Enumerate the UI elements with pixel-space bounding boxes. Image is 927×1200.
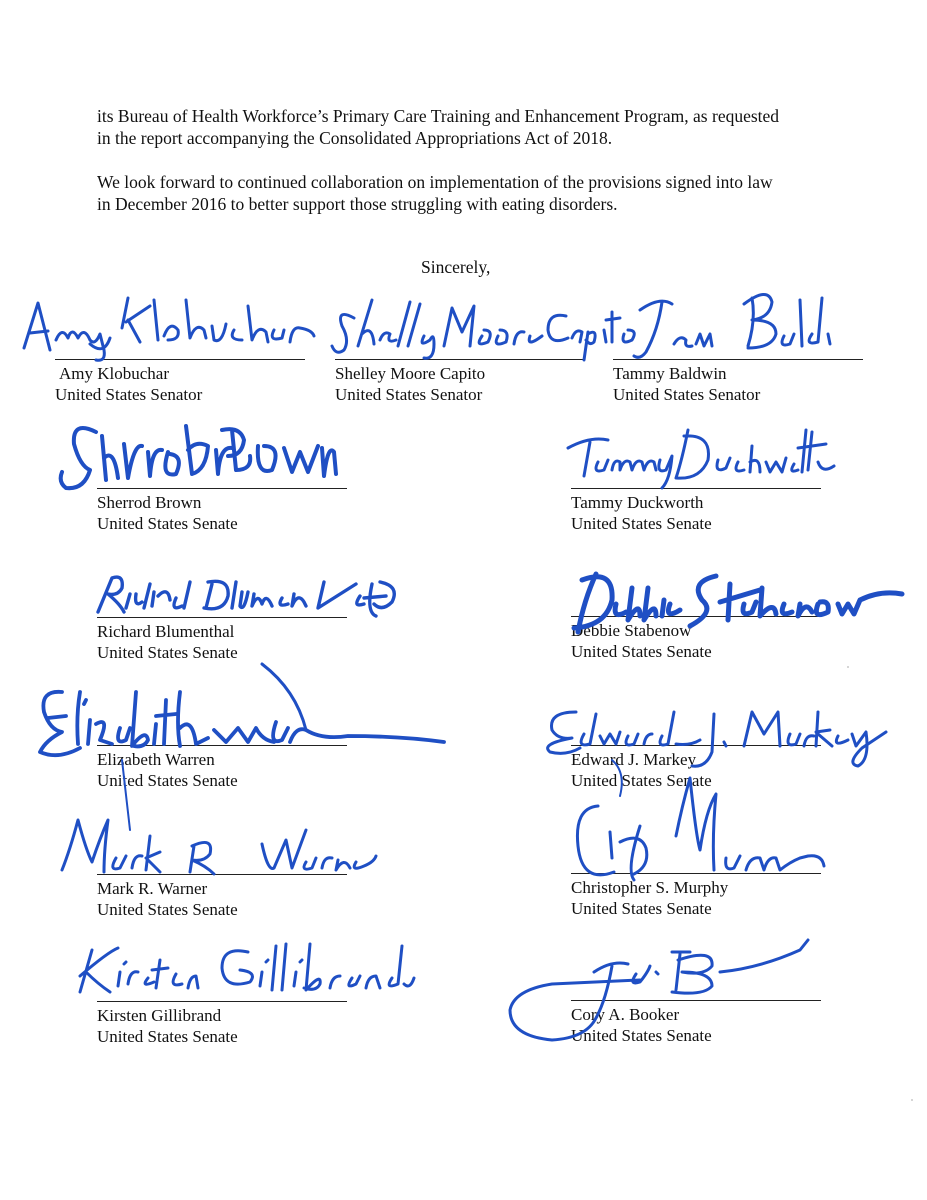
signature-gillibrand bbox=[80, 944, 414, 992]
signature-warner bbox=[62, 820, 376, 874]
signatory-title: United States Senate bbox=[97, 514, 238, 533]
signatory-title: United States Senator bbox=[335, 385, 483, 404]
paragraph-2-line-2: in December 2016 to better support those struggling with eating disorders. bbox=[97, 194, 618, 214]
signatory-name: Mark R. Warner bbox=[97, 879, 208, 898]
signature-murphy bbox=[577, 778, 824, 880]
signatory-title: United States Senate bbox=[97, 1027, 238, 1046]
signature-stabenow bbox=[574, 574, 902, 632]
signatory-title: United States Senate bbox=[571, 1026, 712, 1045]
signatory-name: Kirsten Gillibrand bbox=[97, 1006, 222, 1025]
signature-capito bbox=[332, 300, 634, 360]
scan-speck bbox=[911, 1099, 913, 1101]
signature-booker bbox=[510, 940, 808, 1040]
signature-blumenthal bbox=[98, 577, 394, 616]
signatory-title: United States Senator bbox=[613, 385, 761, 404]
signatory-title: United States Senate bbox=[97, 900, 238, 919]
signatory-name: Tammy Baldwin bbox=[613, 364, 727, 383]
paragraph-1-line-1: its Bureau of Health Workforce’s Primary Care Training and Enhancement Program, as requested bbox=[97, 106, 780, 126]
signature-markey bbox=[548, 712, 886, 796]
paragraph-1-line-2: in the report accompanying the Consolidated Appropriations Act of 2018. bbox=[97, 128, 613, 148]
signatory-title: United States Senate bbox=[97, 643, 238, 662]
signatory-title: United States Senate bbox=[97, 771, 238, 790]
signatory-title: United States Senate bbox=[571, 899, 712, 918]
signatory-title: United States Senate bbox=[571, 514, 712, 533]
signatory-title: United States Senate bbox=[571, 642, 712, 661]
closing-salutation: Sincerely, bbox=[421, 257, 491, 277]
signatory-name: Christopher S. Murphy bbox=[571, 878, 729, 897]
signatory-name: Sherrod Brown bbox=[97, 493, 202, 512]
signatory-name: Shelley Moore Capito bbox=[335, 364, 486, 383]
signatory-name: Debbie Stabenow bbox=[571, 621, 692, 640]
signatory-name: Cory A. Booker bbox=[571, 1005, 680, 1024]
signatory-name: Elizabeth Warren bbox=[97, 750, 215, 769]
signatory-title: United States Senator bbox=[55, 385, 203, 404]
signatory-name: Edward J. Markey bbox=[571, 750, 697, 769]
signature-brown bbox=[61, 426, 336, 488]
signature-warren bbox=[40, 664, 444, 830]
signatory-title: United States Senate bbox=[571, 771, 712, 790]
signature-duckworth bbox=[568, 430, 834, 488]
signatory-name: Richard Blumenthal bbox=[97, 622, 235, 641]
signatory-name: Amy Klobuchar bbox=[59, 364, 170, 383]
signature-klobuchar bbox=[24, 298, 314, 360]
signature-baldwin bbox=[634, 294, 830, 357]
paragraph-2-line-1: We look forward to continued collaboration on implementation of the provisions signed into law bbox=[97, 172, 773, 192]
signatory-name: Tammy Duckworth bbox=[571, 493, 704, 512]
scan-speck bbox=[847, 666, 849, 668]
